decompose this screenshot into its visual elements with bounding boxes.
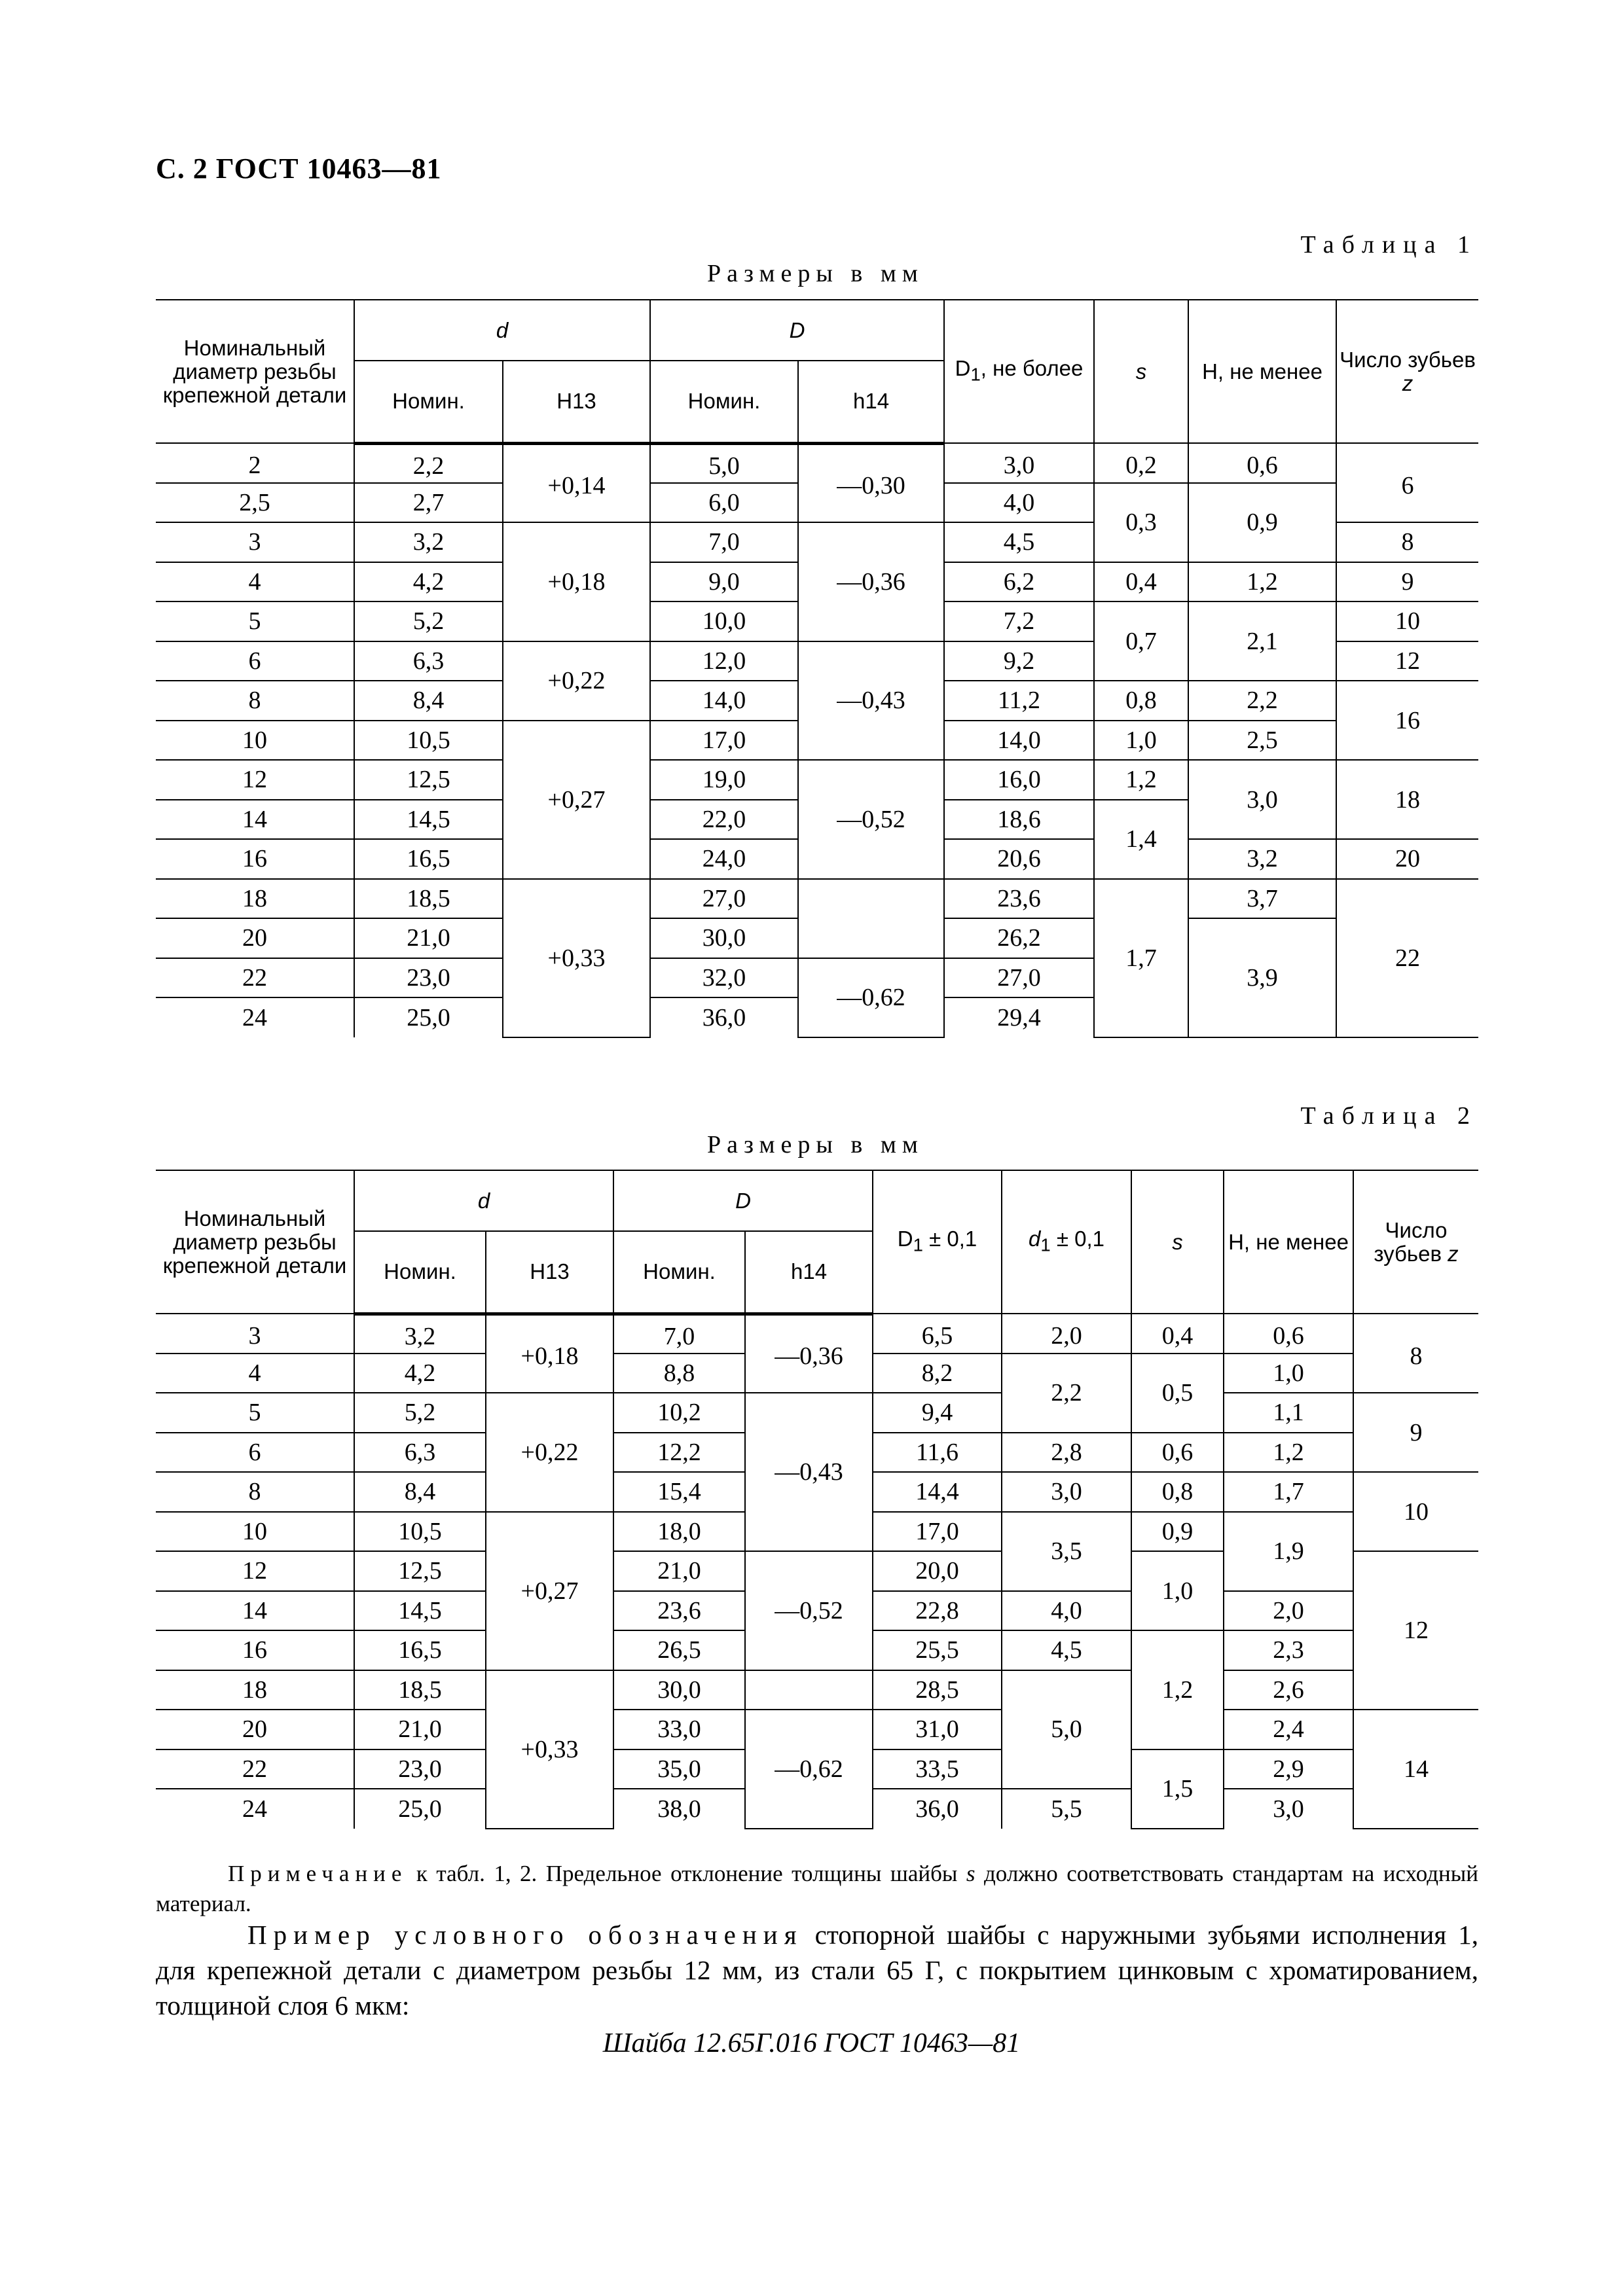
cell-nominal: 14 — [156, 1591, 354, 1631]
cell-D-nom: 33,0 — [613, 1710, 745, 1749]
cell-H: 1,1 — [1224, 1393, 1353, 1433]
cell-d1: 5,0 — [1002, 1670, 1131, 1789]
D1-letter: D — [955, 355, 971, 380]
cell-d-nom: 2,2 — [354, 443, 503, 483]
col-d-nom-header: Номин. — [354, 1231, 486, 1314]
cell-d-nom: 18,5 — [354, 879, 503, 919]
cell-d-nom: 4,2 — [354, 562, 503, 602]
cell-nominal: 4 — [156, 1354, 354, 1393]
cell-h13: +0,33 — [503, 879, 650, 1037]
note-var: s — [966, 1861, 976, 1886]
cell-d1: 3,0 — [1002, 1472, 1131, 1512]
cell-z: 6 — [1336, 443, 1478, 522]
cell-h14: —0,52 — [798, 760, 944, 879]
note-label: Примечание — [228, 1861, 408, 1886]
cell-d-nom: 2,7 — [354, 483, 503, 523]
cell-nominal: 24 — [156, 1789, 354, 1829]
cell-D1: 29,4 — [944, 997, 1094, 1037]
cell-D-nom: 24,0 — [650, 839, 798, 879]
cell-nominal: 22 — [156, 1749, 354, 1789]
table-row — [156, 879, 1478, 919]
cell-s: 0,6 — [1131, 1433, 1224, 1473]
cell-nominal: 5 — [156, 1393, 354, 1433]
cell-nominal: 10 — [156, 721, 354, 761]
cell-z: 8 — [1353, 1314, 1478, 1393]
cell-nominal: 20 — [156, 918, 354, 958]
cell-H: 0,9 — [1188, 483, 1336, 562]
cell-D1: 9,2 — [944, 641, 1094, 681]
cell-s: 1,0 — [1094, 721, 1188, 761]
col-d-h13-header: H13 — [503, 361, 650, 443]
cell-s: 1,2 — [1094, 760, 1188, 800]
col-d1-header — [1002, 1170, 1131, 1314]
cell-h13: +0,22 — [503, 641, 650, 721]
cell-H: 2,9 — [1224, 1749, 1353, 1789]
cell-nominal: 18 — [156, 1670, 354, 1710]
cell-nominal: 18 — [156, 879, 354, 919]
cell-d1: 2,0 — [1002, 1314, 1131, 1354]
cell-d-nom: 10,5 — [354, 1512, 486, 1552]
cell-d1: 3,5 — [1002, 1512, 1131, 1591]
cell-D1: 18,6 — [944, 800, 1094, 840]
cell-d-nom: 23,0 — [354, 958, 503, 998]
cell-H: 2,4 — [1224, 1710, 1353, 1749]
cell-H: 3,7 — [1188, 879, 1336, 919]
cell-D1: 28,5 — [873, 1670, 1002, 1710]
cell-d-nom: 3,2 — [354, 522, 503, 562]
cell-D-nom: 10,0 — [650, 601, 798, 641]
col-D-nom-header: Номин. — [650, 361, 798, 443]
cell-z: 10 — [1353, 1472, 1478, 1551]
cell-nominal: 3 — [156, 522, 354, 562]
cell-D1: 33,5 — [873, 1749, 1002, 1789]
cell-nominal: 12 — [156, 760, 354, 800]
cell-H: 0,6 — [1224, 1314, 1353, 1354]
cell-z: 12 — [1353, 1551, 1478, 1710]
cell-d-nom: 5,2 — [354, 1393, 486, 1433]
cell-D1: 14,0 — [944, 721, 1094, 761]
cell-H: 1,0 — [1224, 1354, 1353, 1393]
cell-H: 2,3 — [1224, 1630, 1353, 1670]
cell-H: 1,2 — [1188, 562, 1336, 602]
cell-D-nom: 10,2 — [613, 1393, 745, 1433]
cell-nominal: 6 — [156, 1433, 354, 1473]
cell-d-nom: 25,0 — [354, 997, 503, 1037]
cell-h14: —0,52 — [745, 1551, 873, 1670]
cell-nominal: 16 — [156, 1630, 354, 1670]
cell-h14: —0,62 — [745, 1710, 873, 1829]
cell-d-nom: 10,5 — [354, 721, 503, 761]
cell-z: 22 — [1336, 879, 1478, 1037]
table2-caption: Таблица 2 — [1300, 1102, 1478, 1130]
cell-z: 18 — [1336, 760, 1478, 839]
cell-s: 0,4 — [1094, 562, 1188, 602]
table2-units: Размеры в мм — [707, 1131, 924, 1158]
cell-h13: +0,27 — [503, 721, 650, 879]
cell-nominal: 14 — [156, 800, 354, 840]
cell-z: 9 — [1353, 1393, 1478, 1472]
D1-rest: ± 0,1 — [922, 1226, 977, 1251]
D1-subscript: 1 — [970, 364, 981, 385]
cell-D-nom: 7,0 — [650, 522, 798, 562]
cell-d-nom: 18,5 — [354, 1670, 486, 1710]
col-d-header: d — [354, 1170, 613, 1231]
cell-D-nom: 19,0 — [650, 760, 798, 800]
cell-d1: 4,0 — [1002, 1591, 1131, 1631]
cell-D1: 9,4 — [873, 1393, 1002, 1433]
cell-s: 1,4 — [1094, 800, 1188, 879]
col-H-header: H, не менее — [1224, 1170, 1353, 1314]
cell-nominal: 2,5 — [156, 483, 354, 523]
table-note — [156, 1859, 1478, 1919]
cell-D1: 17,0 — [873, 1512, 1002, 1552]
cell-D1: 36,0 — [873, 1789, 1002, 1829]
cell-D-nom: 36,0 — [650, 997, 798, 1037]
z-var: z — [1402, 370, 1413, 395]
cell-H: 2,0 — [1224, 1591, 1353, 1631]
cell-d-nom: 21,0 — [354, 918, 503, 958]
cell-H: 2,2 — [1188, 681, 1336, 721]
cell-d-nom: 16,5 — [354, 839, 503, 879]
table-row — [156, 1393, 1478, 1433]
cell-d-nom: 5,2 — [354, 601, 503, 641]
cell-D1: 16,0 — [944, 760, 1094, 800]
cell-H: 3,0 — [1188, 760, 1336, 839]
cell-D-nom: 30,0 — [650, 918, 798, 958]
cell-D-nom: 17,0 — [650, 721, 798, 761]
cell-D-nom: 14,0 — [650, 681, 798, 721]
designation-string: Шайба 12.65Г.016 ГОСТ 10463—81 — [602, 2028, 1021, 2058]
example-text: стопорной шайбы с наружными зубьями исполнения 1, для крепежной детали с диаметром резьбы 12 мм, из стали 65 Г, с покрытием цинковым с хроматированием, толщиной слоя 6 мкм: — [156, 1920, 1479, 2020]
cell-D1: 14,4 — [873, 1472, 1002, 1512]
cell-s: 0,2 — [1094, 443, 1188, 483]
cell-d-nom: 8,4 — [354, 681, 503, 721]
cell-nominal: 6 — [156, 641, 354, 681]
example-label: Пример условного обозначения — [247, 1920, 803, 1950]
cell-nominal: 24 — [156, 997, 354, 1037]
cell-nominal: 2 — [156, 443, 354, 483]
cell-D-nom: 30,0 — [613, 1670, 745, 1710]
cell-H: 3,0 — [1224, 1789, 1353, 1829]
cell-D-nom: 12,0 — [650, 641, 798, 681]
cell-D1: 20,6 — [944, 839, 1094, 879]
col-d-nom-header: Номин. — [354, 361, 503, 443]
col-D-header: D — [613, 1170, 873, 1231]
cell-nominal: 5 — [156, 601, 354, 641]
cell-nominal: 20 — [156, 1710, 354, 1749]
cell-D-nom: 21,0 — [613, 1551, 745, 1591]
cell-z: 8 — [1336, 522, 1478, 562]
cell-D-nom: 35,0 — [613, 1749, 745, 1789]
cell-D-nom: 12,2 — [613, 1433, 745, 1473]
cell-d-nom: 6,3 — [354, 1433, 486, 1473]
cell-D-nom: 5,0 — [650, 443, 798, 483]
cell-z: 12 — [1336, 641, 1478, 681]
cell-D-nom: 26,5 — [613, 1630, 745, 1670]
cell-h13: +0,18 — [486, 1314, 613, 1393]
cell-d1: 2,8 — [1002, 1433, 1131, 1473]
table1-caption: Таблица 1 — [1300, 231, 1478, 259]
d1-subscript: 1 — [1040, 1234, 1051, 1255]
cell-s: 1,2 — [1131, 1630, 1224, 1749]
col-D1-header — [944, 300, 1094, 443]
cell-d1: 2,2 — [1002, 1354, 1131, 1433]
cell-d-nom: 12,5 — [354, 760, 503, 800]
cell-D1: 6,2 — [944, 562, 1094, 602]
designation-example — [156, 1917, 1478, 2023]
col-D-h14-header: h14 — [798, 361, 944, 443]
col-d-h13-header: H13 — [486, 1231, 613, 1314]
cell-h14: —0,43 — [745, 1393, 873, 1551]
col-z-header — [1336, 300, 1478, 443]
table-row — [156, 760, 1478, 800]
cell-d-nom: 8,4 — [354, 1472, 486, 1512]
cell-d-nom: 23,0 — [354, 1749, 486, 1789]
cell-D-nom: 15,4 — [613, 1472, 745, 1512]
table1-units: Размеры в мм — [707, 260, 924, 287]
cell-D-nom: 38,0 — [613, 1789, 745, 1829]
cell-nominal: 12 — [156, 1551, 354, 1591]
table-row — [156, 1710, 1478, 1749]
note-text-2: должно соответствовать стандартам на исходный материал. — [156, 1861, 1478, 1916]
cell-nominal: 4 — [156, 562, 354, 602]
cell-d-nom: 16,5 — [354, 1630, 486, 1670]
cell-H: 1,2 — [1224, 1433, 1353, 1473]
z-label: Число зубьев — [1374, 1217, 1448, 1266]
cell-h13: +0,33 — [486, 1670, 613, 1829]
cell-h14-blank — [798, 879, 944, 958]
cell-s: 1,5 — [1131, 1749, 1224, 1829]
cell-D1: 27,0 — [944, 958, 1094, 998]
cell-h13: +0,27 — [486, 1512, 613, 1670]
cell-d-nom: 3,2 — [354, 1314, 486, 1354]
d1-rest: ± 0,1 — [1050, 1226, 1104, 1251]
col-nominal-header: Номинальный диаметр резьбы крепежной детали — [156, 1170, 354, 1314]
cell-h14: —0,30 — [798, 443, 944, 522]
cell-d-nom: 14,5 — [354, 1591, 486, 1631]
cell-H: 3,9 — [1188, 918, 1336, 1037]
note-text: к табл. 1, 2. Предельное отклонение толщины шайбы — [407, 1861, 966, 1886]
cell-H: 2,1 — [1188, 601, 1336, 681]
col-D-h14-header: h14 — [745, 1231, 873, 1314]
cell-s: 0,8 — [1094, 681, 1188, 721]
cell-z: 9 — [1336, 562, 1478, 602]
cell-D1: 6,5 — [873, 1314, 1002, 1354]
cell-h14: —0,36 — [745, 1314, 873, 1393]
col-H-header: H, не менее — [1188, 300, 1336, 443]
cell-h14-blank — [745, 1670, 873, 1710]
cell-z: 16 — [1336, 681, 1478, 760]
cell-h13: +0,14 — [503, 443, 650, 522]
cell-d-nom: 12,5 — [354, 1551, 486, 1591]
cell-D1: 7,2 — [944, 601, 1094, 641]
col-D-nom-header: Номин. — [613, 1231, 745, 1314]
cell-H: 1,7 — [1224, 1472, 1353, 1512]
cell-d1: 5,5 — [1002, 1789, 1131, 1829]
cell-D-nom: 6,0 — [650, 483, 798, 523]
cell-D-nom: 7,0 — [613, 1314, 745, 1354]
cell-D1: 11,2 — [944, 681, 1094, 721]
cell-D1: 25,5 — [873, 1630, 1002, 1670]
col-z-header — [1353, 1170, 1478, 1314]
table-row — [156, 1314, 1478, 1354]
cell-D1: 4,5 — [944, 522, 1094, 562]
cell-d-nom: 14,5 — [354, 800, 503, 840]
D1-letter: D — [897, 1226, 913, 1251]
cell-nominal: 16 — [156, 839, 354, 879]
cell-s: 1,7 — [1094, 879, 1188, 1037]
cell-d1: 4,5 — [1002, 1630, 1131, 1670]
cell-nominal: 8 — [156, 681, 354, 721]
cell-h13: +0,18 — [503, 522, 650, 641]
d1-letter: d — [1029, 1226, 1041, 1251]
cell-D-nom: 22,0 — [650, 800, 798, 840]
cell-D1: 8,2 — [873, 1354, 1002, 1393]
cell-H: 3,2 — [1188, 839, 1336, 879]
D1-rest: , не более — [980, 355, 1084, 380]
cell-H: 2,6 — [1224, 1670, 1353, 1710]
cell-D1: 31,0 — [873, 1710, 1002, 1749]
cell-s: 0,5 — [1131, 1354, 1224, 1433]
cell-nominal: 3 — [156, 1314, 354, 1354]
cell-h14: —0,43 — [798, 641, 944, 761]
table-row — [156, 1670, 1478, 1710]
table-2 — [156, 1170, 1478, 1829]
cell-s: 0,3 — [1094, 483, 1188, 562]
D1-subscript: 1 — [913, 1234, 923, 1255]
cell-D1: 22,8 — [873, 1591, 1002, 1631]
z-label: Число зубьев — [1340, 347, 1476, 372]
cell-z: 20 — [1336, 839, 1478, 879]
cell-nominal: 10 — [156, 1512, 354, 1552]
cell-d-nom: 21,0 — [354, 1710, 486, 1749]
cell-d-nom: 4,2 — [354, 1354, 486, 1393]
cell-z: 14 — [1353, 1710, 1478, 1829]
cell-H: 1,9 — [1224, 1512, 1353, 1591]
cell-nominal: 22 — [156, 958, 354, 998]
table-row — [156, 443, 1478, 483]
cell-D-nom: 18,0 — [613, 1512, 745, 1552]
cell-D-nom: 9,0 — [650, 562, 798, 602]
cell-D1: 4,0 — [944, 483, 1094, 523]
cell-D-nom: 27,0 — [650, 879, 798, 919]
cell-h14: —0,62 — [798, 958, 944, 1037]
cell-H: 0,6 — [1188, 443, 1336, 483]
cell-H: 2,5 — [1188, 721, 1336, 761]
col-nominal-header: Номинальный диаметр резьбы крепежной детали — [156, 300, 354, 443]
table-1 — [156, 299, 1478, 1038]
cell-z: 10 — [1336, 601, 1478, 641]
cell-s: 0,4 — [1131, 1314, 1224, 1354]
cell-D-nom: 8,8 — [613, 1354, 745, 1393]
col-d-header: d — [354, 300, 650, 361]
cell-D1: 26,2 — [944, 918, 1094, 958]
page-header: С. 2 ГОСТ 10463—81 — [156, 152, 442, 185]
cell-D1: 23,6 — [944, 879, 1094, 919]
cell-s: 1,0 — [1131, 1551, 1224, 1630]
col-s-header: s — [1131, 1170, 1224, 1314]
cell-s: 0,9 — [1131, 1512, 1224, 1552]
cell-d-nom: 6,3 — [354, 641, 503, 681]
cell-D-nom: 32,0 — [650, 958, 798, 998]
cell-nominal: 8 — [156, 1472, 354, 1512]
cell-D-nom: 23,6 — [613, 1591, 745, 1631]
col-s-header: s — [1094, 300, 1188, 443]
cell-d-nom: 25,0 — [354, 1789, 486, 1829]
col-D1-header — [873, 1170, 1002, 1314]
cell-s: 0,8 — [1131, 1472, 1224, 1512]
col-D-header: D — [650, 300, 944, 361]
cell-D1: 20,0 — [873, 1551, 1002, 1591]
cell-h13: +0,22 — [486, 1393, 613, 1512]
cell-s: 0,7 — [1094, 601, 1188, 681]
cell-h14: —0,36 — [798, 522, 944, 641]
z-var: z — [1448, 1241, 1459, 1266]
cell-D1: 11,6 — [873, 1433, 1002, 1473]
cell-D1: 3,0 — [944, 443, 1094, 483]
